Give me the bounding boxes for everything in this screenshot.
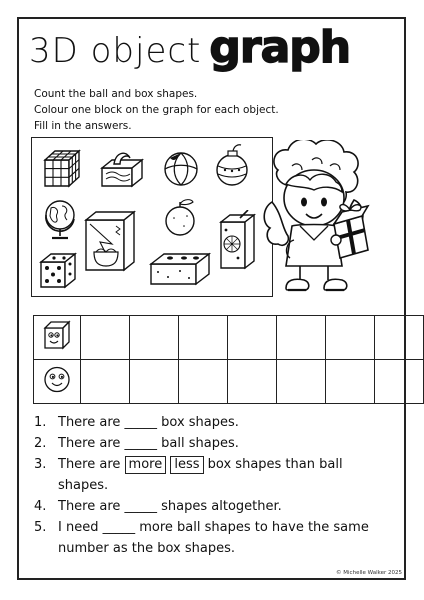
question-item — [34, 454, 369, 496]
sponge-icon — [148, 250, 212, 288]
beach-ball-icon — [162, 150, 200, 188]
dice-icon — [38, 250, 78, 290]
christmas-bauble-icon — [212, 142, 254, 188]
option-less[interactable]: less — [170, 456, 203, 474]
ball-row-label — [34, 360, 81, 404]
box-row-label — [34, 316, 81, 360]
tally-graph — [33, 315, 424, 404]
graph-cell[interactable] — [375, 360, 424, 404]
orange-icon — [162, 196, 198, 238]
graph-cell[interactable] — [326, 360, 375, 404]
graph-cell[interactable] — [326, 316, 375, 360]
instruction-line: Fill in the answers. — [34, 120, 132, 132]
question-item — [34, 412, 369, 433]
graph-cell[interactable] — [277, 360, 326, 404]
instructions — [34, 86, 279, 134]
cereal-box-icon — [82, 210, 144, 274]
graph-row-ball — [34, 360, 424, 404]
question-text: There are _____ ball shapes. — [58, 436, 239, 451]
copyright-credit: © Michelle Walker 2025 — [336, 570, 402, 576]
graph-cell[interactable] — [375, 316, 424, 360]
instruction-line: Count the ball and box shapes. — [34, 88, 198, 100]
question-text: I need _____ more ball shapes to have the same — [58, 520, 369, 535]
question-text: There are _____ shapes altogether. — [58, 499, 282, 514]
graph-cell[interactable] — [179, 360, 228, 404]
instruction-line: Colour one block on the graph for each object. — [34, 104, 279, 116]
page-title — [29, 22, 350, 74]
title-bold: graph — [209, 22, 351, 73]
question-text: There are _____ box shapes. — [58, 415, 239, 430]
tissue-box-icon — [98, 150, 146, 190]
juice-box-icon — [218, 210, 258, 272]
graph-cell[interactable] — [179, 316, 228, 360]
question-item — [34, 517, 369, 559]
question-continuation: shapes. — [58, 478, 109, 493]
question-text: There are — [58, 457, 121, 472]
graph-cell[interactable] — [81, 360, 130, 404]
question-number: 1. — [34, 415, 47, 430]
graph-cell[interactable] — [228, 360, 277, 404]
question-number: 3. — [34, 457, 47, 472]
title-light: 3D object — [29, 31, 202, 71]
questions-list — [34, 412, 369, 559]
question-item — [34, 496, 369, 517]
cube-face-icon — [34, 316, 80, 355]
objects-picture — [31, 137, 273, 297]
globe-icon — [40, 196, 80, 242]
graph-cell[interactable] — [81, 316, 130, 360]
graph-cell[interactable] — [228, 316, 277, 360]
question-text: box shapes than ball — [207, 457, 343, 472]
graph-cell[interactable] — [130, 316, 179, 360]
question-number: 2. — [34, 436, 47, 451]
graph-row-box — [34, 316, 424, 360]
question-item — [34, 433, 369, 454]
graph-cell[interactable] — [130, 360, 179, 404]
question-number: 5. — [34, 520, 47, 535]
question-continuation: number as the box shapes. — [58, 541, 235, 556]
rubiks-cube-icon — [42, 148, 84, 190]
option-more[interactable]: more — [125, 456, 167, 474]
ball-face-icon — [34, 360, 80, 399]
graph-cell[interactable] — [277, 316, 326, 360]
question-number: 4. — [34, 499, 47, 514]
girl-with-gift-illustration — [262, 140, 378, 300]
